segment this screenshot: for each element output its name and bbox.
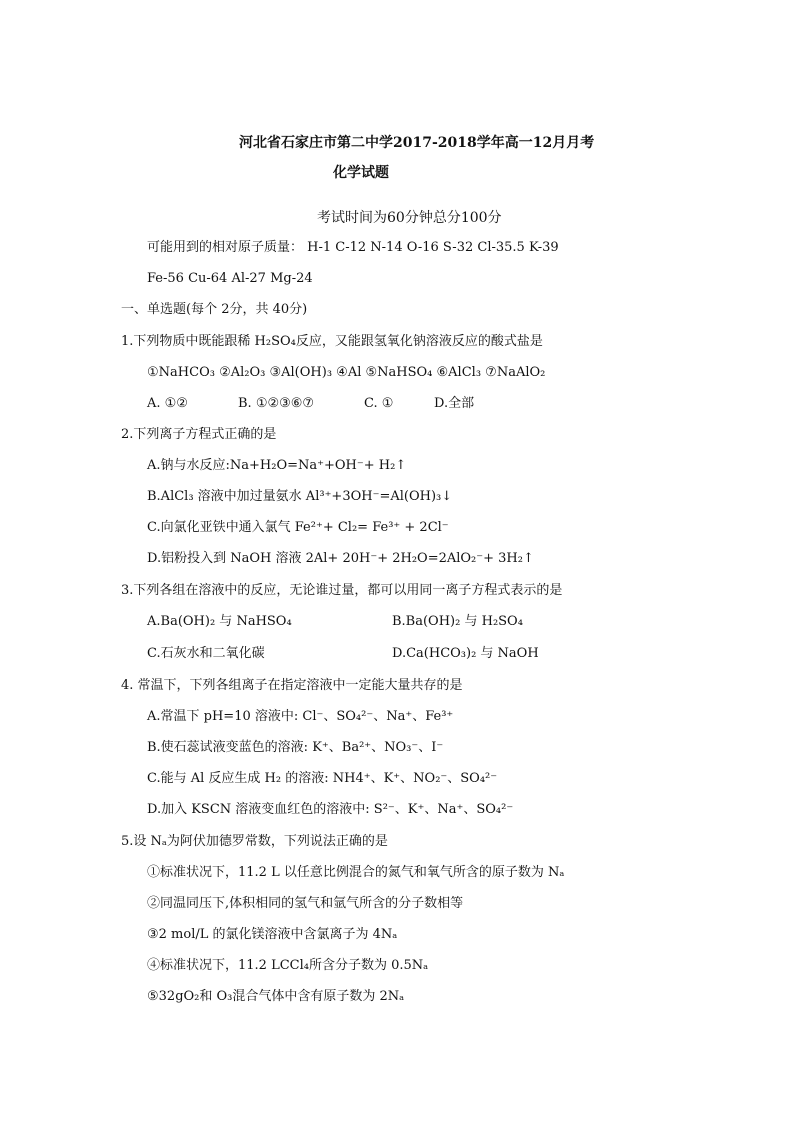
question-1-option-c: C. ① xyxy=(364,396,394,411)
question-3-option-b: B.Ba(OH)₂ 与 H₂SO₄ xyxy=(392,614,523,629)
question-3-option-a: A.Ba(OH)₂ 与 NaHSO₄ xyxy=(147,614,292,629)
question-2-option-d: D.铝粉投入到 NaOH 溶液 2Al+ 20H⁻+ 2H₂O=2AlO₂⁻+ 3H₂↑ xyxy=(147,551,534,566)
question-1-stem: 1.下列物质中既能跟稀 H₂SO₄反应，又能跟氢氧化钠溶液反应的酸式盐是 xyxy=(121,334,543,349)
question-1-option-a: A. ①② xyxy=(147,396,188,411)
question-2-option-a: A.钠与水反应:Na+H₂O=Na⁺+OH⁻+ H₂↑ xyxy=(147,458,407,473)
question-1-items: ①NaHCO₃ ②Al₂O₃ ③Al(OH)₃ ④Al ⑤NaHSO₄ ⑥AlCl₃ ⑦NaAlO₂ xyxy=(147,365,546,380)
atomic-mass-line-2: Fe-56 Cu-64 Al-27 Mg-24 xyxy=(147,271,313,286)
question-3-stem: 3.下列各组在溶液中的反应，无论谁过量，都可以用同一离子方程式表示的是 xyxy=(121,583,563,598)
section-title: 一、单选题(每个 2分，共 40分) xyxy=(121,302,308,317)
question-5-statement-2: ②同温同压下,体积相同的氢气和氩气所含的分子数相等 xyxy=(147,896,464,911)
question-1-option-d: D.全部 xyxy=(434,396,475,411)
paper-subtitle: 化学试题 xyxy=(333,165,389,181)
question-3-option-c: C.石灰水和二氧化碳 xyxy=(147,646,265,661)
question-2-stem: 2.下列离子方程式正确的是 xyxy=(121,427,277,442)
exam-info: 考试时间为60分钟总分100分 xyxy=(317,210,502,226)
question-4-option-b: B.使石蕊试液变蓝色的溶液: K⁺、Ba²⁺、NO₃⁻、I⁻ xyxy=(147,740,444,755)
question-1-option-b: B. ①②③⑥⑦ xyxy=(238,396,315,411)
question-4-option-c: C.能与 Al 反应生成 H₂ 的溶液: NH4⁺、K⁺、NO₂⁻、SO₄²⁻ xyxy=(147,771,498,786)
question-4-option-d: D.加入 KSCN 溶液变血红色的溶液中: S²⁻、K⁺、Na⁺、SO₄²⁻ xyxy=(147,802,514,817)
question-5-statement-4: ④标准状况下，11.2 LCCl₄所含分子数为 0.5Nₐ xyxy=(147,958,429,973)
question-2-option-b: B.AlCl₃ 溶液中加过量氨水 Al³⁺+3OH⁻=Al(OH)₃↓ xyxy=(147,489,453,504)
atomic-mass-line-1: 可能用到的相对原子质量： H-1 C-12 N-14 O-16 S-32 Cl-35.5 K-39 xyxy=(147,240,559,255)
question-5-statement-3: ③2 mol/L 的氯化镁溶液中含氯离子为 4Nₐ xyxy=(147,927,398,942)
paper-title: 河北省石家庄市第二中学2017-2018学年高一12月月考 xyxy=(239,135,595,151)
question-3-option-d: D.Ca(HCO₃)₂ 与 NaOH xyxy=(392,646,539,661)
question-5-statement-1: ①标准状况下，11.2 L 以任意比例混合的氮气和氧气所含的原子数为 Nₐ xyxy=(147,865,565,880)
question-4-stem: 4. 常温下，下列各组离子在指定溶液中一定能大量共存的是 xyxy=(121,678,463,693)
question-5-stem: 5.设 Nₐ为阿伏加德罗常数，下列说法正确的是 xyxy=(121,834,388,849)
question-2-option-c: C.向氯化亚铁中通入氯气 Fe²⁺+ Cl₂= Fe³⁺ + 2Cl⁻ xyxy=(147,520,449,535)
question-4-option-a: A.常温下 pH=10 溶液中: Cl⁻、SO₄²⁻、Na⁺、Fe³⁺ xyxy=(147,709,454,724)
question-5-statement-5: ⑤32gO₂和 O₃混合气体中含有原子数为 2Nₐ xyxy=(147,989,405,1004)
